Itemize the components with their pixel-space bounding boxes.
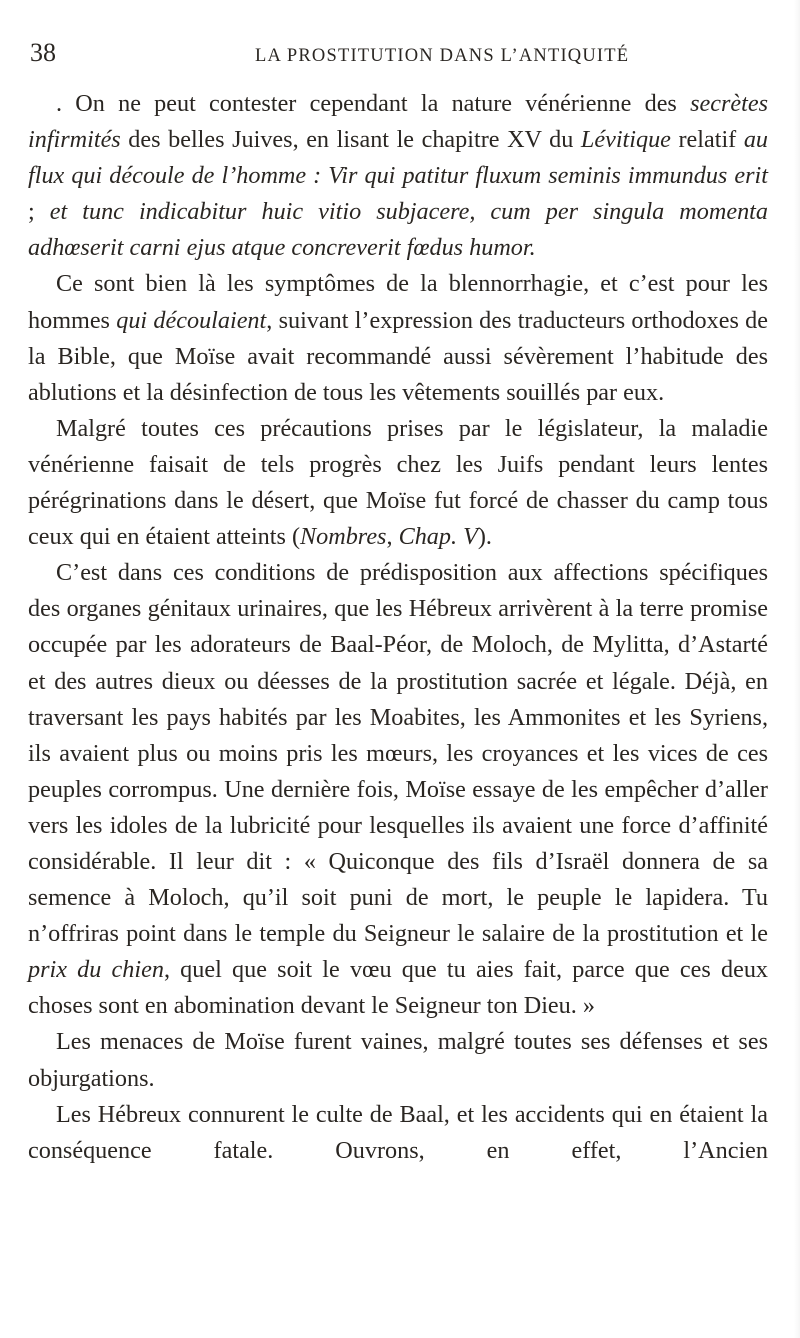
page-number: 38 — [30, 38, 56, 67]
italic-text-run: Nombres — [300, 523, 387, 551]
text-run: ; — [28, 198, 50, 226]
text-run: C’est dans ces conditions de prédisposition aux affections spécifiques des organes génitaux urinaires, que les Hébreux arrivèrent à la terre promise occupée par les adorateurs de Baal-Péor, de Moloch, de Mylitta, d’Astarté et des autres dieux ou déesses de la prostitution sacrée et légale. Déjà, en traversant les pays habités par les Moabites, les Ammonites et les Syriens, ils avaient plus ou moins pris les mœurs, les croyances et les vices de ces peuples corrompus. Une dernière fois, Moïse essaye de les empêcher d’aller vers les idoles de la lubricité pour lesquelles ils avaient une force d’affinité considérable. Il leur dit : « Quiconque des fils d’Israël donnera de sa semence à Moloch, qu’il soit puni de mort, le peuple le lapidera. Tu n’offriras point dans le temple du Seigneur le salaire de la prostitution et le — [28, 559, 768, 948]
page-edge-shadow — [794, 0, 800, 1338]
text-run: Malgré toutes ces précautions prises par le législateur, la maladie vénérienne faisait de tels progrès chez les Juifs pendant leurs lentes pérégrinations dans le désert, que Moïse fut forcé de chasser du camp tous ceux qui en étaient atteints ( — [28, 414, 768, 551]
text-run: , — [386, 523, 399, 551]
italic-text-run: Lévitique — [580, 126, 671, 154]
paragraph-4 — [28, 555, 768, 1024]
text-run: . On ne peut contester cependant la nature vénérienne des — [56, 90, 691, 117]
text-run: des belles Juives, en lisant le chapitre XV du — [120, 126, 581, 154]
paragraph-1 — [28, 86, 768, 266]
page-header — [30, 34, 770, 74]
italic-text-run: secrètes infirmités — [28, 90, 768, 154]
paragraph-6 — [28, 1097, 768, 1169]
italic-text-run: prix du chien — [28, 956, 164, 984]
text-run: Les menaces de Moïse furent vaines, malgré toutes ses défenses et ses objurgations. — [28, 1028, 768, 1092]
text-run: ). — [477, 523, 492, 551]
body-text — [28, 86, 768, 1169]
paragraph-2 — [28, 266, 768, 410]
italic-text-run: qui découlaient — [116, 306, 267, 334]
italic-text-run: Chap. V — [398, 523, 478, 551]
text-run: relatif — [670, 126, 744, 154]
text-run: Ce sont bien là les symptômes de la blennorrhagie, et c’est pour les hommes — [28, 270, 768, 334]
text-run: Les Hébreux connurent le culte de Baal, et les accidents qui en étaient la conséquence fatale. Ouvrons, en effet, l’Ancien — [28, 1100, 768, 1164]
running-title: LA PROSTITUTION DANS L’ANTIQUITÉ — [255, 46, 630, 66]
italic-text-run: au flux qui découle de l’homme : Vir qui patitur fluxum seminis immundus erit — [28, 126, 768, 190]
paragraph-5 — [28, 1024, 768, 1096]
text-run: , suivant l’expression des traducteurs orthodoxes de la Bible, que Moïse avait recommandé aussi sévèrement l’habitude des ablutions et la désinfection de tous les vêtements souillés par eux. — [28, 306, 768, 406]
text-run: , quel que soit le vœu que tu aies fait, parce que ces deux choses sont en abomination devant le Seigneur ton Dieu. » — [28, 956, 769, 1020]
paragraph-3 — [28, 411, 768, 555]
italic-text-run: et tunc indicabitur huic vitio subjacere, cum per singula momenta adhœserit carni ejus atque concreverit fœdus humor. — [28, 198, 768, 262]
